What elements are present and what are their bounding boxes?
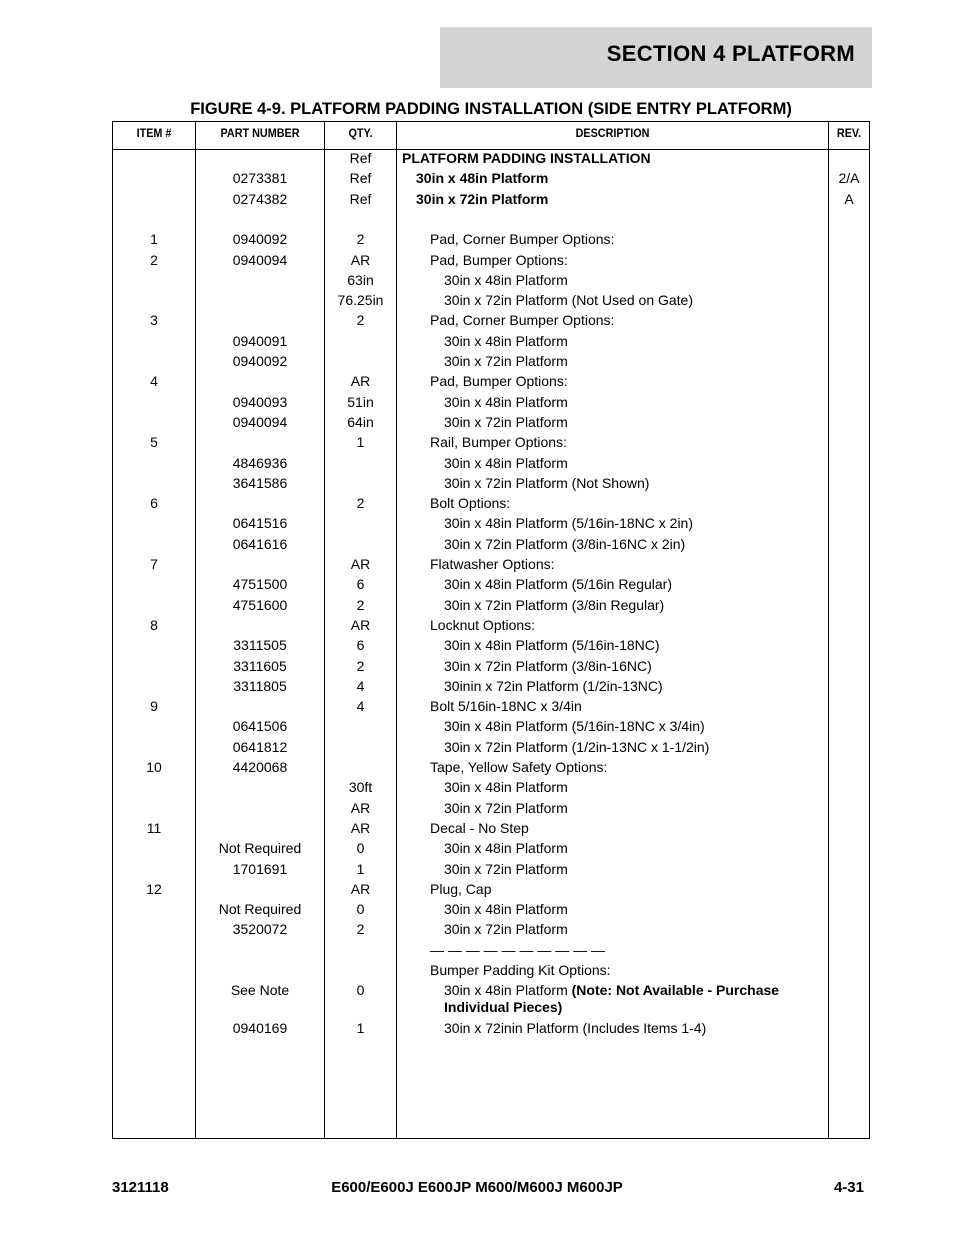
description-cell [430, 312, 840, 329]
description-cell [444, 515, 854, 532]
description-cell [444, 779, 854, 796]
part-number-cell: 4751500 [232, 576, 288, 593]
quantity-cell: 6 [356, 637, 365, 654]
parts-table [112, 121, 870, 1139]
description-text: 30in x 48in Platform [444, 779, 568, 796]
part-number-cell: 0940093 [232, 393, 288, 410]
description-cell [444, 475, 854, 492]
description-text: Decal - No Step [430, 819, 529, 836]
description-cell [444, 982, 794, 1016]
description-cell [430, 495, 840, 512]
description-cell [444, 333, 854, 350]
part-number-cell: 3311805 [233, 677, 287, 694]
revision-cell: A [844, 190, 854, 207]
quantity-cell: 76.25in [337, 292, 384, 309]
description-text: Bumper Padding Kit Options: [430, 962, 611, 978]
description-cell [444, 536, 854, 553]
description-cell [430, 434, 840, 451]
part-number-cell: 0274382 [232, 190, 288, 207]
description-text: 30in x 48in Platform [444, 332, 568, 349]
part-number-cell: 0940092 [232, 353, 288, 369]
quantity-cell: 2 [356, 312, 365, 329]
description-cell [444, 272, 854, 289]
description-text: 30in x 48in Platform (5/16in Regular) [444, 576, 673, 593]
description-text: 30in x 48in Platform [444, 271, 568, 288]
quantity-cell: 0 [356, 901, 365, 918]
quantity-cell: Ref [349, 170, 372, 187]
description-cell [444, 800, 854, 817]
part-number-cell: Not Required [218, 901, 302, 918]
part-number-cell: 1701691 [232, 860, 288, 877]
quantity-cell: 2 [356, 921, 365, 938]
description-cell [444, 718, 854, 735]
description-text: 30in x 72in Platform [416, 190, 549, 207]
part-number-cell: 0641516 [232, 515, 288, 532]
description-text: Bolt 5/16in-18NC x 3/4in [430, 698, 582, 715]
part-number-cell: See Note [230, 982, 290, 999]
item-number-cell: 1 [150, 231, 158, 248]
description-cell [444, 678, 854, 695]
description-text: 30in x 72in Platform (1/2in-13NC x 1-1/2in) [444, 738, 710, 755]
part-number-cell: 0940092 [232, 231, 288, 248]
item-number-cell: 5 [150, 434, 158, 451]
description-text: 30in x 72in Platform (3/8in-16NC x 2in) [444, 535, 686, 552]
quantity-cell: AR [350, 251, 371, 268]
quantity-cell: 64in [347, 413, 374, 430]
footer-doc-number: 3121118 [112, 1179, 169, 1196]
description-text: Pad, Bumper Options: [430, 373, 568, 390]
description-cell [416, 191, 826, 208]
part-number-cell: 3641586 [232, 474, 288, 491]
description-text: 30in x 72in Platform [444, 860, 568, 877]
description-cell [430, 942, 840, 959]
description-text: — — — — — — — — — — [430, 941, 606, 958]
header-qty: QTY. [348, 126, 373, 140]
quantity-cell: 0 [356, 982, 365, 999]
description-cell [430, 820, 840, 837]
description-text: Pad, Bumper Options: [430, 251, 568, 268]
part-number-cell: 3520072 [232, 921, 288, 938]
description-cell [444, 414, 854, 431]
description-cell [430, 617, 840, 634]
description-text: 30inin x 72in Platform (1/2in-13NC) [444, 677, 663, 694]
quantity-cell: Ref [349, 190, 372, 207]
description-cell [444, 739, 854, 756]
part-number-cell: 0940094 [232, 251, 288, 268]
description-text: Pad, Corner Bumper Options: [430, 312, 615, 329]
description-cell [444, 353, 854, 370]
description-cell [430, 962, 840, 979]
item-number-cell: 2 [150, 251, 158, 268]
description-text: 30in x 48in Platform [444, 982, 572, 999]
quantity-cell: AR [350, 880, 371, 897]
quantity-cell: 4 [356, 698, 365, 715]
part-number-cell: 3311505 [233, 637, 287, 654]
quantity-cell: Ref [349, 150, 372, 166]
item-number-cell: 11 [146, 819, 162, 836]
section-header-box [440, 27, 872, 88]
quantity-cell: 63in [347, 271, 374, 288]
description-text: Tape, Yellow Safety Options: [430, 759, 608, 775]
description-cell [444, 576, 854, 593]
description-text: Bolt Options: [430, 495, 511, 512]
description-text: 30in x 48in Platform (5/16in-18NC x 3/4in) [444, 718, 705, 735]
description-cell [444, 292, 854, 309]
part-number-cell: 0641616 [232, 535, 288, 552]
header-rev: REV. [836, 126, 862, 140]
part-number-cell: 4751600 [232, 596, 288, 613]
quantity-cell: AR [350, 373, 371, 390]
description-text: Flatwasher Options: [430, 556, 555, 572]
description-text: 30in x 72inin Platform (Includes Items 1-4) [444, 1019, 707, 1036]
description-text: PLATFORM PADDING INSTALLATION [402, 150, 651, 166]
description-cell [444, 921, 854, 938]
description-cell [430, 252, 840, 269]
description-text: 30in x 72in Platform (Not Used on Gate) [444, 292, 694, 309]
footer-page-number: 4-31 [833, 1179, 864, 1196]
item-number-cell: 12 [146, 880, 162, 897]
part-number-cell: 0641812 [232, 738, 288, 755]
description-text: 30in x 48in Platform [416, 170, 549, 187]
header-description: DESCRIPTION [575, 126, 650, 140]
quantity-cell: AR [350, 616, 371, 633]
description-cell [402, 150, 812, 167]
part-number-cell: Not Required [218, 840, 302, 857]
description-cell [416, 170, 826, 187]
quantity-cell: 2 [356, 657, 365, 674]
item-number-cell: 3 [150, 312, 158, 329]
description-cell [444, 637, 854, 654]
part-number-cell: 0641506 [232, 718, 288, 735]
quantity-cell: AR [350, 799, 371, 816]
description-cell [444, 1020, 854, 1037]
description-text: Pad, Corner Bumper Options: [430, 231, 615, 248]
quantity-cell: 30ft [348, 779, 373, 796]
part-number-cell: 0940094 [232, 413, 288, 430]
footer-models: E600/E600J E600JP M600/M600J M600JP [331, 1179, 623, 1196]
description-text: 30in x 48in Platform (5/16in-18NC x 2in) [444, 515, 694, 532]
part-number-cell: 4846936 [232, 454, 288, 471]
revision-cell: 2/A [838, 170, 860, 187]
description-text: Rail, Bumper Options: [430, 434, 567, 451]
description-text: 30in x 72in Platform [444, 413, 568, 430]
quantity-cell: 4 [356, 677, 365, 694]
part-number-cell: 0273381 [232, 170, 288, 187]
quantity-cell: 1 [356, 860, 365, 877]
description-text: 30in x 48in Platform [444, 454, 568, 471]
description-cell [430, 881, 840, 898]
quantity-cell: AR [350, 556, 371, 572]
description-text: 30in x 72in Platform (Not Shown) [444, 474, 650, 491]
quantity-cell: 1 [356, 434, 365, 451]
description-cell [444, 455, 854, 472]
description-text: 30in x 48in Platform [444, 393, 568, 410]
description-cell [430, 759, 840, 776]
description-cell [430, 231, 840, 248]
description-text: 30in x 48in Platform [444, 840, 568, 857]
description-text: 30in x 48in Platform (5/16in-18NC) [444, 637, 660, 654]
quantity-cell: 2 [356, 596, 365, 613]
description-cell [430, 556, 840, 573]
quantity-cell: 1 [356, 1019, 365, 1036]
item-number-cell: 6 [150, 495, 158, 512]
description-cell [444, 597, 854, 614]
description-text: 30in x 72in Platform [444, 799, 568, 816]
description-cell [444, 840, 854, 857]
part-number-cell: 3311605 [233, 657, 287, 674]
quantity-cell: 2 [356, 495, 365, 512]
part-number-cell: 4420068 [232, 759, 288, 775]
column-divider [396, 122, 397, 1138]
part-number-cell: 0940169 [232, 1019, 288, 1036]
description-text: Locknut Options: [430, 616, 536, 633]
description-cell [430, 698, 840, 715]
figure-title: FIGURE 4-9. PLATFORM PADDING INSTALLATION (SIDE ENTRY PLATFORM) [190, 100, 792, 118]
description-text: 30in x 72in Platform [444, 353, 568, 369]
quantity-cell: 6 [356, 576, 365, 593]
quantity-cell: AR [350, 819, 371, 836]
description-cell [444, 861, 854, 878]
description-cell [444, 901, 854, 918]
item-number-cell: 7 [150, 556, 158, 572]
item-number-cell: 4 [150, 373, 158, 390]
header-item: ITEM # [136, 126, 172, 140]
quantity-cell: 0 [356, 840, 365, 857]
description-text: 30in x 72in Platform (3/8in-16NC) [444, 657, 652, 674]
description-cell [444, 394, 854, 411]
description-text: 30in x 72in Platform [444, 921, 568, 938]
section-title: SECTION 4 PLATFORM [606, 41, 855, 66]
description-text: 30in x 72in Platform (3/8in Regular) [444, 596, 665, 613]
part-number-cell: 0940091 [232, 332, 288, 349]
quantity-cell: 51in [347, 393, 374, 410]
description-text: Plug, Cap [430, 880, 492, 897]
item-number-cell: 8 [150, 616, 158, 633]
description-text: 30in x 48in Platform [444, 901, 568, 918]
item-number-cell: 10 [146, 759, 162, 775]
quantity-cell: 2 [356, 231, 365, 248]
description-cell [430, 373, 840, 390]
description-cell [444, 658, 854, 675]
item-number-cell: 9 [150, 698, 158, 715]
description-note: (Note: Not Available - Purchase Individual Pieces) [444, 982, 780, 1016]
header-part-number: PART NUMBER [220, 126, 300, 140]
